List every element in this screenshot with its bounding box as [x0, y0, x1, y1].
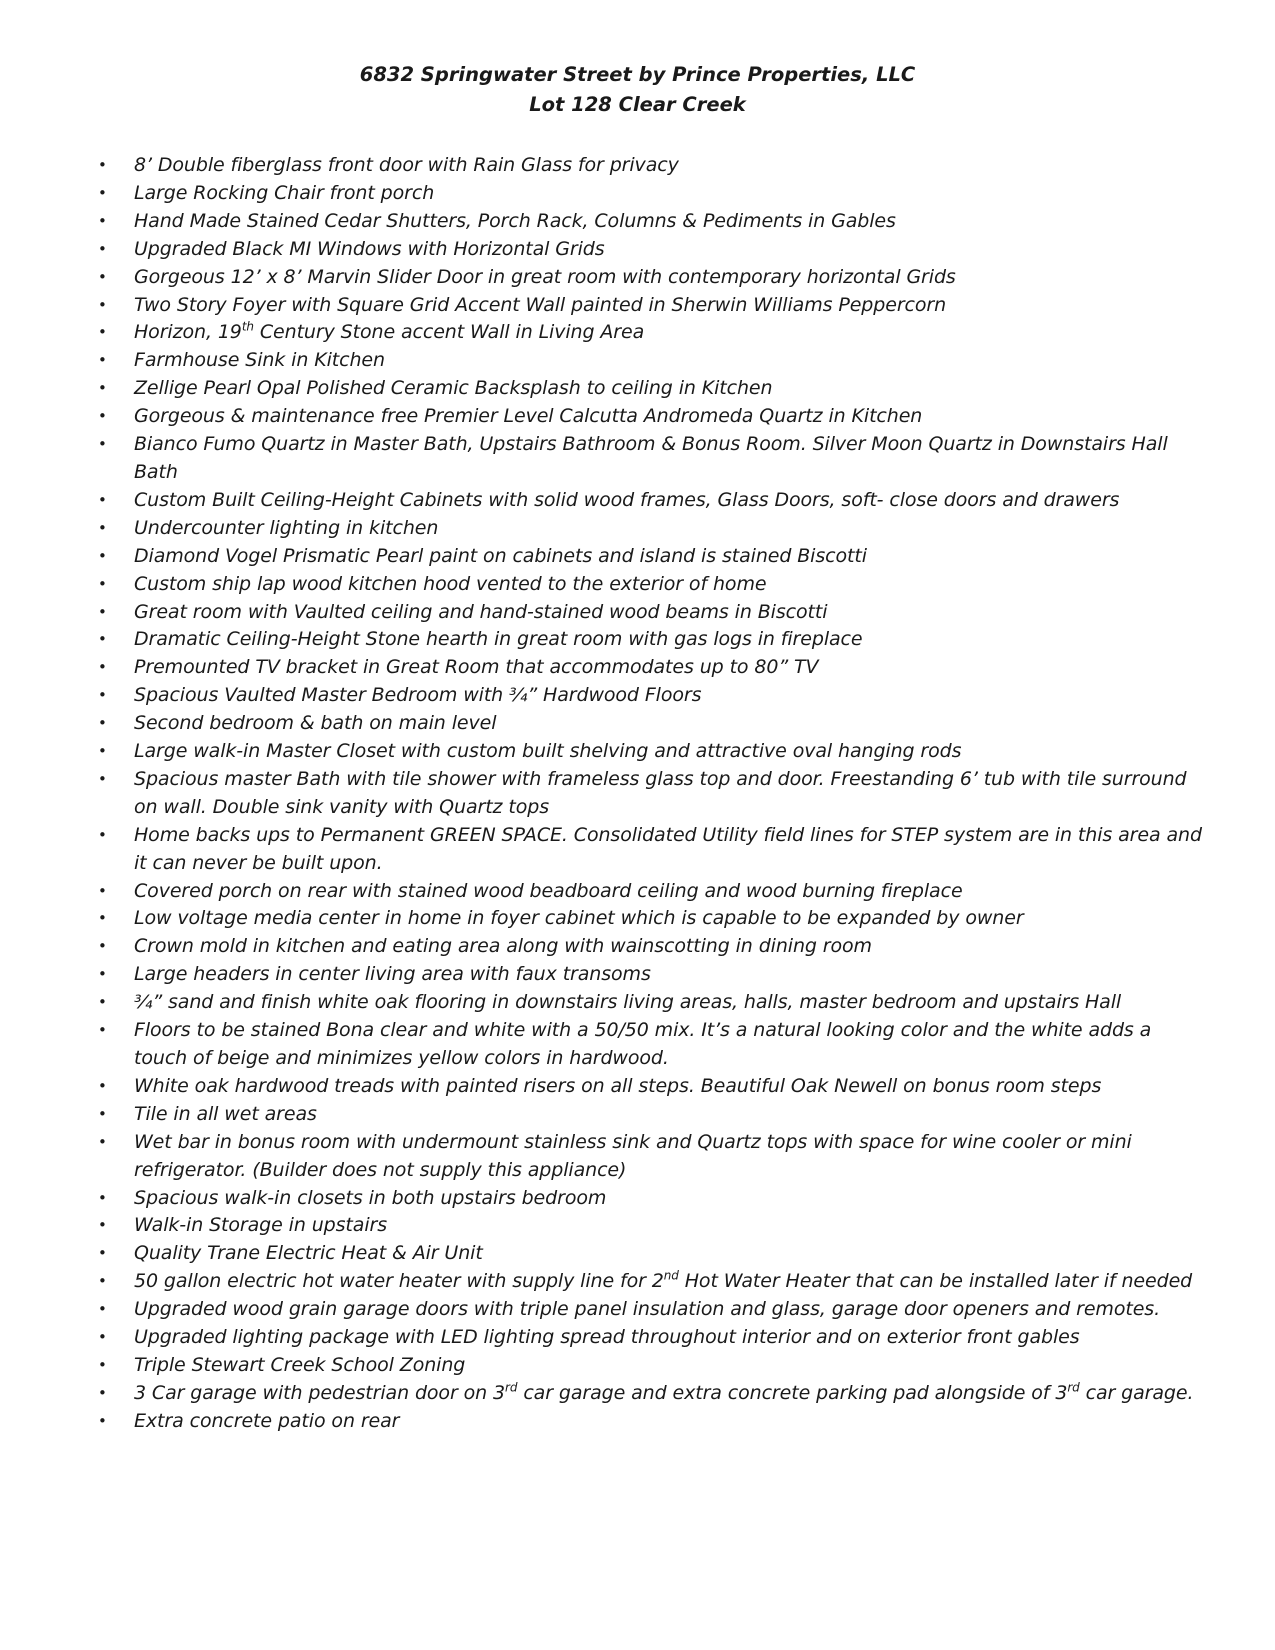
- feature-text-part: Upgraded wood grain garage doors with triple panel insulation and glass, garage door openers and remotes.: [134, 1298, 1161, 1321]
- feature-list-item: [0, 961, 1275, 989]
- bullet-icon: •: [98, 1411, 107, 1430]
- feature-text-part: Quality Trane Electric Heat & Air Unit: [134, 1242, 483, 1265]
- feature-text: [134, 878, 1210, 906]
- feature-text: [134, 319, 1210, 347]
- bullet-icon: •: [98, 435, 107, 454]
- feature-text: [134, 1408, 1210, 1436]
- feature-list-item: [0, 1101, 1275, 1129]
- feature-text: [134, 933, 1210, 961]
- feature-list-item: [0, 1380, 1275, 1408]
- feature-list: [0, 152, 1275, 1436]
- feature-list-item: [0, 1185, 1275, 1213]
- feature-text: [134, 1185, 1210, 1213]
- bullet-icon: •: [98, 1104, 107, 1123]
- feature-list-item: [0, 822, 1275, 878]
- feature-text-part: 50 gallon electric hot water heater with supply line for 2: [134, 1270, 664, 1293]
- feature-text-part: Zellige Pearl Opal Polished Ceramic Backsplash to ceiling in Kitchen: [134, 377, 773, 400]
- feature-text-part: Tile in all wet areas: [134, 1102, 317, 1125]
- feature-text: [134, 822, 1210, 878]
- feature-text-part: Two Story Foyer with Square Grid Accent Wall painted in Sherwin Williams Peppercorn: [134, 293, 947, 316]
- bullet-icon: •: [98, 518, 107, 537]
- bullet-icon: •: [98, 351, 107, 370]
- bullet-icon: •: [98, 407, 107, 426]
- feature-list-item: [0, 654, 1275, 682]
- feature-text-part: Great room with Vaulted ceiling and hand-stained wood beams in Biscotti: [134, 600, 828, 623]
- feature-text: [134, 1073, 1210, 1101]
- feature-text: [134, 1240, 1210, 1268]
- feature-text: [134, 264, 1210, 292]
- feature-text-part: Spacious Vaulted Master Bedroom with ¾” Hardwood Floors: [134, 684, 702, 707]
- bullet-icon: •: [98, 156, 107, 174]
- feature-text-part: Bianco Fumo Quartz in Master Bath, Upstairs Bathroom & Bonus Room. Silver Moon Quartz in Downstairs Hall Bath: [134, 433, 1168, 483]
- feature-text-part: Dramatic Ceiling-Height Stone hearth in great room with gas logs in fireplace: [134, 628, 863, 651]
- feature-list-item: [0, 1408, 1275, 1436]
- feature-text-part: Crown mold in kitchen and eating area along with wainscotting in dining room: [134, 935, 872, 958]
- feature-text-part: Large Rocking Chair front porch: [134, 181, 435, 204]
- feature-superscript: rd: [1067, 1380, 1080, 1395]
- feature-text-part: Second bedroom & bath on main level: [134, 712, 497, 735]
- feature-list-item: [0, 878, 1275, 906]
- bullet-icon: •: [98, 1244, 107, 1263]
- bullet-icon: •: [98, 1355, 107, 1374]
- feature-text: [134, 905, 1210, 933]
- feature-text: [134, 543, 1210, 571]
- feature-superscript: nd: [663, 1268, 679, 1283]
- bullet-icon: •: [98, 1076, 107, 1095]
- feature-text-part: Gorgeous 12’ x 8’ Marvin Slider Door in great room with contemporary horizontal Grids: [134, 265, 956, 288]
- feature-text: [134, 1129, 1210, 1185]
- bullet-icon: •: [98, 211, 107, 230]
- bullet-icon: •: [98, 490, 107, 509]
- bullet-icon: •: [98, 602, 107, 621]
- bullet-icon: •: [98, 1383, 107, 1402]
- feature-text: [134, 654, 1210, 682]
- bullet-icon: •: [98, 1021, 107, 1040]
- feature-text-part: Horizon, 19: [134, 321, 242, 344]
- bullet-icon: •: [98, 295, 107, 314]
- bullet-icon: •: [98, 937, 107, 956]
- feature-list-item: [0, 1296, 1275, 1324]
- bullet-icon: •: [98, 574, 107, 593]
- feature-text: [134, 1296, 1210, 1324]
- bullet-icon: •: [98, 742, 107, 761]
- feature-list-item: [0, 319, 1275, 347]
- feature-text-part: Spacious walk-in closets in both upstairs bedroom: [134, 1186, 607, 1209]
- feature-text-part: Gorgeous & maintenance free Premier Level Calcutta Andromeda Quartz in Kitchen: [134, 405, 923, 428]
- feature-text: [134, 375, 1210, 403]
- bullet-icon: •: [98, 993, 107, 1012]
- feature-list-item: [0, 375, 1275, 403]
- feature-text: [134, 515, 1210, 543]
- feature-list-item: [0, 1212, 1275, 1240]
- feature-text: [134, 682, 1210, 710]
- bullet-icon: •: [98, 323, 107, 342]
- feature-text-part: White oak hardwood treads with painted risers on all steps. Beautiful Oak Newell on bonus room steps: [134, 1074, 1102, 1097]
- feature-text: [134, 208, 1210, 236]
- feature-list-item: [0, 710, 1275, 738]
- feature-text: [134, 1324, 1210, 1352]
- bullet-icon: •: [98, 630, 107, 649]
- feature-text: [134, 1017, 1210, 1073]
- feature-list-item: [0, 1268, 1275, 1296]
- feature-list-item: [0, 1073, 1275, 1101]
- feature-text: [134, 1380, 1210, 1408]
- feature-text: [134, 599, 1210, 627]
- feature-list-item: [0, 180, 1275, 208]
- feature-text-part: Custom Built Ceiling-Height Cabinets with solid wood frames, Glass Doors, soft- close doors and drawers: [134, 488, 1120, 511]
- feature-list-item: [0, 933, 1275, 961]
- bullet-icon: •: [98, 686, 107, 705]
- feature-list-item: [0, 571, 1275, 599]
- feature-text-part: Upgraded Black MI Windows with Horizontal Grids: [134, 237, 605, 260]
- bullet-icon: •: [98, 1272, 107, 1291]
- feature-list-item: [0, 208, 1275, 236]
- feature-text: [134, 292, 1210, 320]
- document-title: [0, 60, 1275, 120]
- feature-list-item: [0, 1324, 1275, 1352]
- feature-superscript: th: [241, 320, 254, 335]
- feature-text-part: Extra concrete patio on rear: [134, 1409, 400, 1432]
- feature-list-item: [0, 905, 1275, 933]
- bullet-icon: •: [98, 546, 107, 565]
- feature-text: [134, 403, 1210, 431]
- feature-list-item: [0, 236, 1275, 264]
- feature-list-item: [0, 1240, 1275, 1268]
- feature-text: [134, 431, 1210, 487]
- bullet-icon: •: [98, 239, 107, 258]
- feature-text: [134, 710, 1210, 738]
- feature-text: [134, 571, 1210, 599]
- bullet-icon: •: [98, 267, 107, 286]
- bullet-icon: •: [98, 1328, 107, 1347]
- title-line-2: Lot 128 Clear Creek: [529, 93, 746, 116]
- feature-text: [134, 961, 1210, 989]
- feature-text: [134, 626, 1210, 654]
- bullet-icon: •: [98, 769, 107, 788]
- feature-text-part: Wet bar in bonus room with undermount stainless sink and Quartz tops with space for wine cooler or mini refrigerator. (Builder does not supply this appliance): [134, 1130, 1132, 1181]
- feature-list-item: [0, 989, 1275, 1017]
- feature-text-part: car garage.: [1079, 1381, 1194, 1404]
- feature-list-item: [0, 682, 1275, 710]
- bullet-icon: •: [98, 379, 107, 398]
- feature-text-part: Large headers in center living area with faux transoms: [134, 963, 651, 986]
- bullet-icon: •: [98, 183, 107, 202]
- feature-list-item: [0, 738, 1275, 766]
- feature-list-item: [0, 543, 1275, 571]
- feature-text-part: Custom ship lap wood kitchen hood vented to the exterior of home: [134, 572, 767, 595]
- feature-text-part: Undercounter lighting in kitchen: [134, 516, 439, 539]
- feature-text-part: Premounted TV bracket in Great Room that accommodates up to 80” TV: [134, 656, 819, 679]
- feature-list-item: [0, 515, 1275, 543]
- bullet-icon: •: [98, 825, 107, 844]
- feature-text-part: ¾” sand and finish white oak flooring in downstairs living areas, halls, master bedroom and upstairs Hall: [134, 991, 1122, 1014]
- feature-text-part: Walk-in Storage in upstairs: [134, 1214, 388, 1237]
- feature-text-part: Home backs ups to Permanent GREEN SPACE. Consolidated Utility field lines for STEP system are in this area and it can never be built upon.: [134, 823, 1202, 874]
- feature-text-part: Spacious master Bath with tile shower with frameless glass top and door. Freestanding 6’ tub with tile surround on wall. Double sink vanity with Quartz tops: [134, 767, 1187, 818]
- feature-text-part: Diamond Vogel Prismatic Pearl paint on cabinets and island is stained Biscotti: [134, 544, 867, 567]
- feature-text-part: Large walk-in Master Closet with custom built shelving and attractive oval hanging rods: [134, 740, 962, 763]
- bullet-icon: •: [98, 714, 107, 733]
- feature-text-part: Triple Stewart Creek School Zoning: [134, 1353, 466, 1376]
- feature-list-item: [0, 347, 1275, 375]
- feature-text-part: 8’ Double fiberglass front door with Rain Glass for privacy: [134, 154, 679, 176]
- feature-list-item: [0, 152, 1275, 180]
- feature-text-part: Covered porch on rear with stained wood beadboard ceiling and wood burning fireplace: [134, 879, 963, 902]
- bullet-icon: •: [98, 909, 107, 928]
- feature-list-item: [0, 599, 1275, 627]
- feature-text: [134, 1352, 1210, 1380]
- feature-text: [134, 152, 1210, 180]
- feature-list-item: [0, 264, 1275, 292]
- feature-text-part: 3 Car garage with pedestrian door on 3: [134, 1381, 506, 1404]
- feature-text: [134, 236, 1210, 264]
- feature-text: [134, 180, 1210, 208]
- feature-text: [134, 1101, 1210, 1129]
- bullet-icon: •: [98, 881, 107, 900]
- feature-list-item: [0, 1017, 1275, 1073]
- feature-text-part: Hot Water Heater that can be installed later if needed: [678, 1270, 1193, 1293]
- feature-list-item: [0, 487, 1275, 515]
- feature-list-item: [0, 1129, 1275, 1185]
- feature-text: [134, 989, 1210, 1017]
- feature-text-part: Upgraded lighting package with LED lighting spread throughout interior and on exterior front gables: [134, 1326, 1080, 1349]
- feature-text-part: Farmhouse Sink in Kitchen: [134, 349, 385, 372]
- feature-text: [134, 487, 1210, 515]
- feature-text-part: Hand Made Stained Cedar Shutters, Porch Rack, Columns & Pediments in Gables: [134, 209, 896, 232]
- feature-list-item: [0, 431, 1275, 487]
- feature-text: [134, 347, 1210, 375]
- bullet-icon: •: [98, 1132, 107, 1151]
- feature-text-part: Floors to be stained Bona clear and white with a 50/50 mix. It’s a natural looking color and the white adds a touch of beige and minimizes yellow colors in hardwood.: [134, 1019, 1152, 1069]
- feature-text: [134, 738, 1210, 766]
- bullet-icon: •: [98, 1300, 107, 1319]
- bullet-icon: •: [98, 1216, 107, 1235]
- feature-list-item: [0, 626, 1275, 654]
- feature-list-item: [0, 766, 1275, 822]
- feature-list-item: [0, 1352, 1275, 1380]
- feature-text: [134, 1212, 1210, 1240]
- bullet-icon: •: [98, 965, 107, 984]
- feature-text: [134, 1268, 1210, 1296]
- feature-text-part: Century Stone accent Wall in Living Area: [253, 321, 645, 344]
- feature-text-part: car garage and extra concrete parking pad alongside of 3: [517, 1381, 1068, 1404]
- feature-text-part: Low voltage media center in home in foyer cabinet which is capable to be expanded by owner: [134, 907, 1024, 930]
- bullet-icon: •: [98, 1188, 107, 1207]
- feature-list-item: [0, 403, 1275, 431]
- feature-text: [134, 766, 1210, 822]
- title-line-1: 6832 Springwater Street by Prince Properties, LLC: [359, 63, 916, 86]
- feature-list-item: [0, 292, 1275, 320]
- bullet-icon: •: [98, 658, 107, 677]
- feature-superscript: rd: [505, 1380, 518, 1395]
